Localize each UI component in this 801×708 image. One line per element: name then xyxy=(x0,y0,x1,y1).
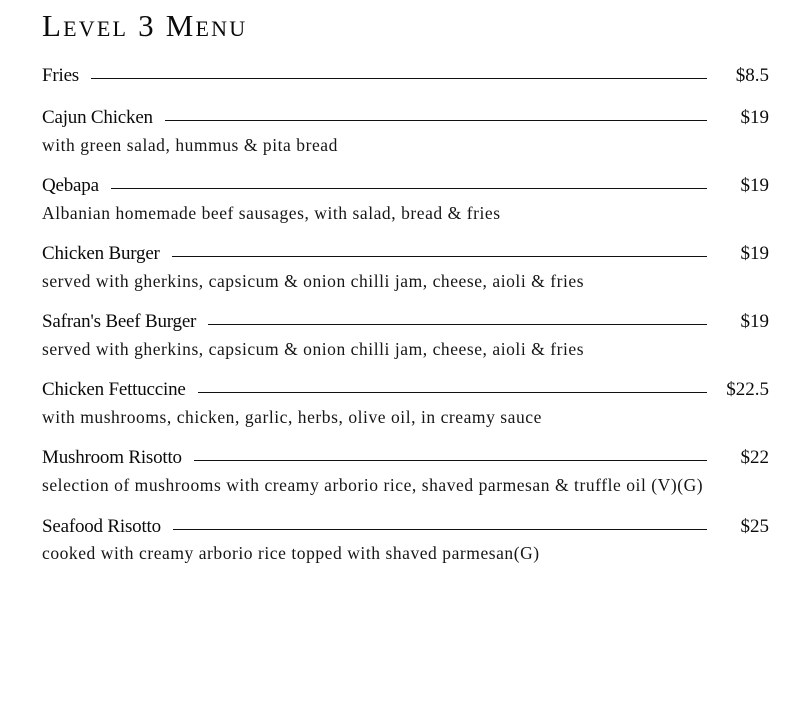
menu-item-price: $8.5 xyxy=(735,65,769,86)
menu-item-description: with mushrooms, chicken, garlic, herbs, olive oil, in creamy sauce xyxy=(42,407,542,428)
menu-item-name: Seafood Risotto xyxy=(42,515,161,537)
leader-rule xyxy=(165,120,707,121)
menu-item-name: Mushroom Risotto xyxy=(42,447,182,469)
menu-item-header xyxy=(42,515,769,539)
menu-item xyxy=(42,515,769,565)
menu-item-description: served with gherkins, capsicum & onion chilli jam, cheese, aioli & fries xyxy=(42,270,585,291)
menu-item-header xyxy=(42,378,769,402)
menu-item-name: Safran's Beef Burger xyxy=(42,311,197,333)
menu-item-price: $19 xyxy=(740,243,769,265)
menu-item-name: Chicken Burger xyxy=(42,243,160,265)
menu-item-list xyxy=(42,64,769,565)
leader-rule xyxy=(208,324,707,325)
page-title: Level 3 Menu xyxy=(42,8,248,43)
menu-item xyxy=(42,242,769,292)
menu-item-description: served with gherkins, capsicum & onion chilli jam, cheese, aioli & fries xyxy=(42,338,585,359)
menu-item-description: cooked with creamy arborio rice topped with shaved parmesan(G) xyxy=(42,543,540,564)
menu-item-name: Fries xyxy=(42,65,80,86)
menu-item-description: selection of mushrooms with creamy arborio rice, shaved parmesan & truffle oil (V)(G) xyxy=(42,475,704,496)
leader-rule xyxy=(91,78,707,79)
menu-item-description: Albanian homemade beef sausages, with salad, bread & fries xyxy=(42,202,501,223)
menu-item-price: $19 xyxy=(740,174,769,196)
leader-rule xyxy=(172,256,707,257)
menu-item-name: Qebapa xyxy=(42,174,99,196)
menu-item-header xyxy=(42,106,769,130)
menu-item-price: $19 xyxy=(740,311,769,333)
leader-rule xyxy=(173,529,707,530)
leader-rule xyxy=(194,460,707,461)
menu-item xyxy=(42,64,769,88)
menu-item-price: $19 xyxy=(740,106,769,128)
menu-item xyxy=(42,378,769,428)
menu-item-price: $25 xyxy=(740,515,769,537)
menu-item-header xyxy=(42,446,769,470)
menu-item xyxy=(42,446,769,496)
menu-item xyxy=(42,310,769,360)
menu-item xyxy=(42,174,769,224)
menu-item-header xyxy=(42,64,769,88)
menu-item-name: Cajun Chicken xyxy=(42,106,153,128)
menu-item-header xyxy=(42,242,769,266)
menu-item-price: $22.5 xyxy=(726,379,769,401)
menu-item-price: $22 xyxy=(740,447,769,469)
menu-item-header xyxy=(42,174,769,198)
menu-item-name: Chicken Fettuccine xyxy=(42,379,186,401)
leader-rule xyxy=(111,188,707,189)
menu-item xyxy=(42,106,769,156)
leader-rule xyxy=(198,392,707,393)
menu-item-header xyxy=(42,310,769,334)
menu-item-description: with green salad, hummus & pita bread xyxy=(42,134,338,155)
